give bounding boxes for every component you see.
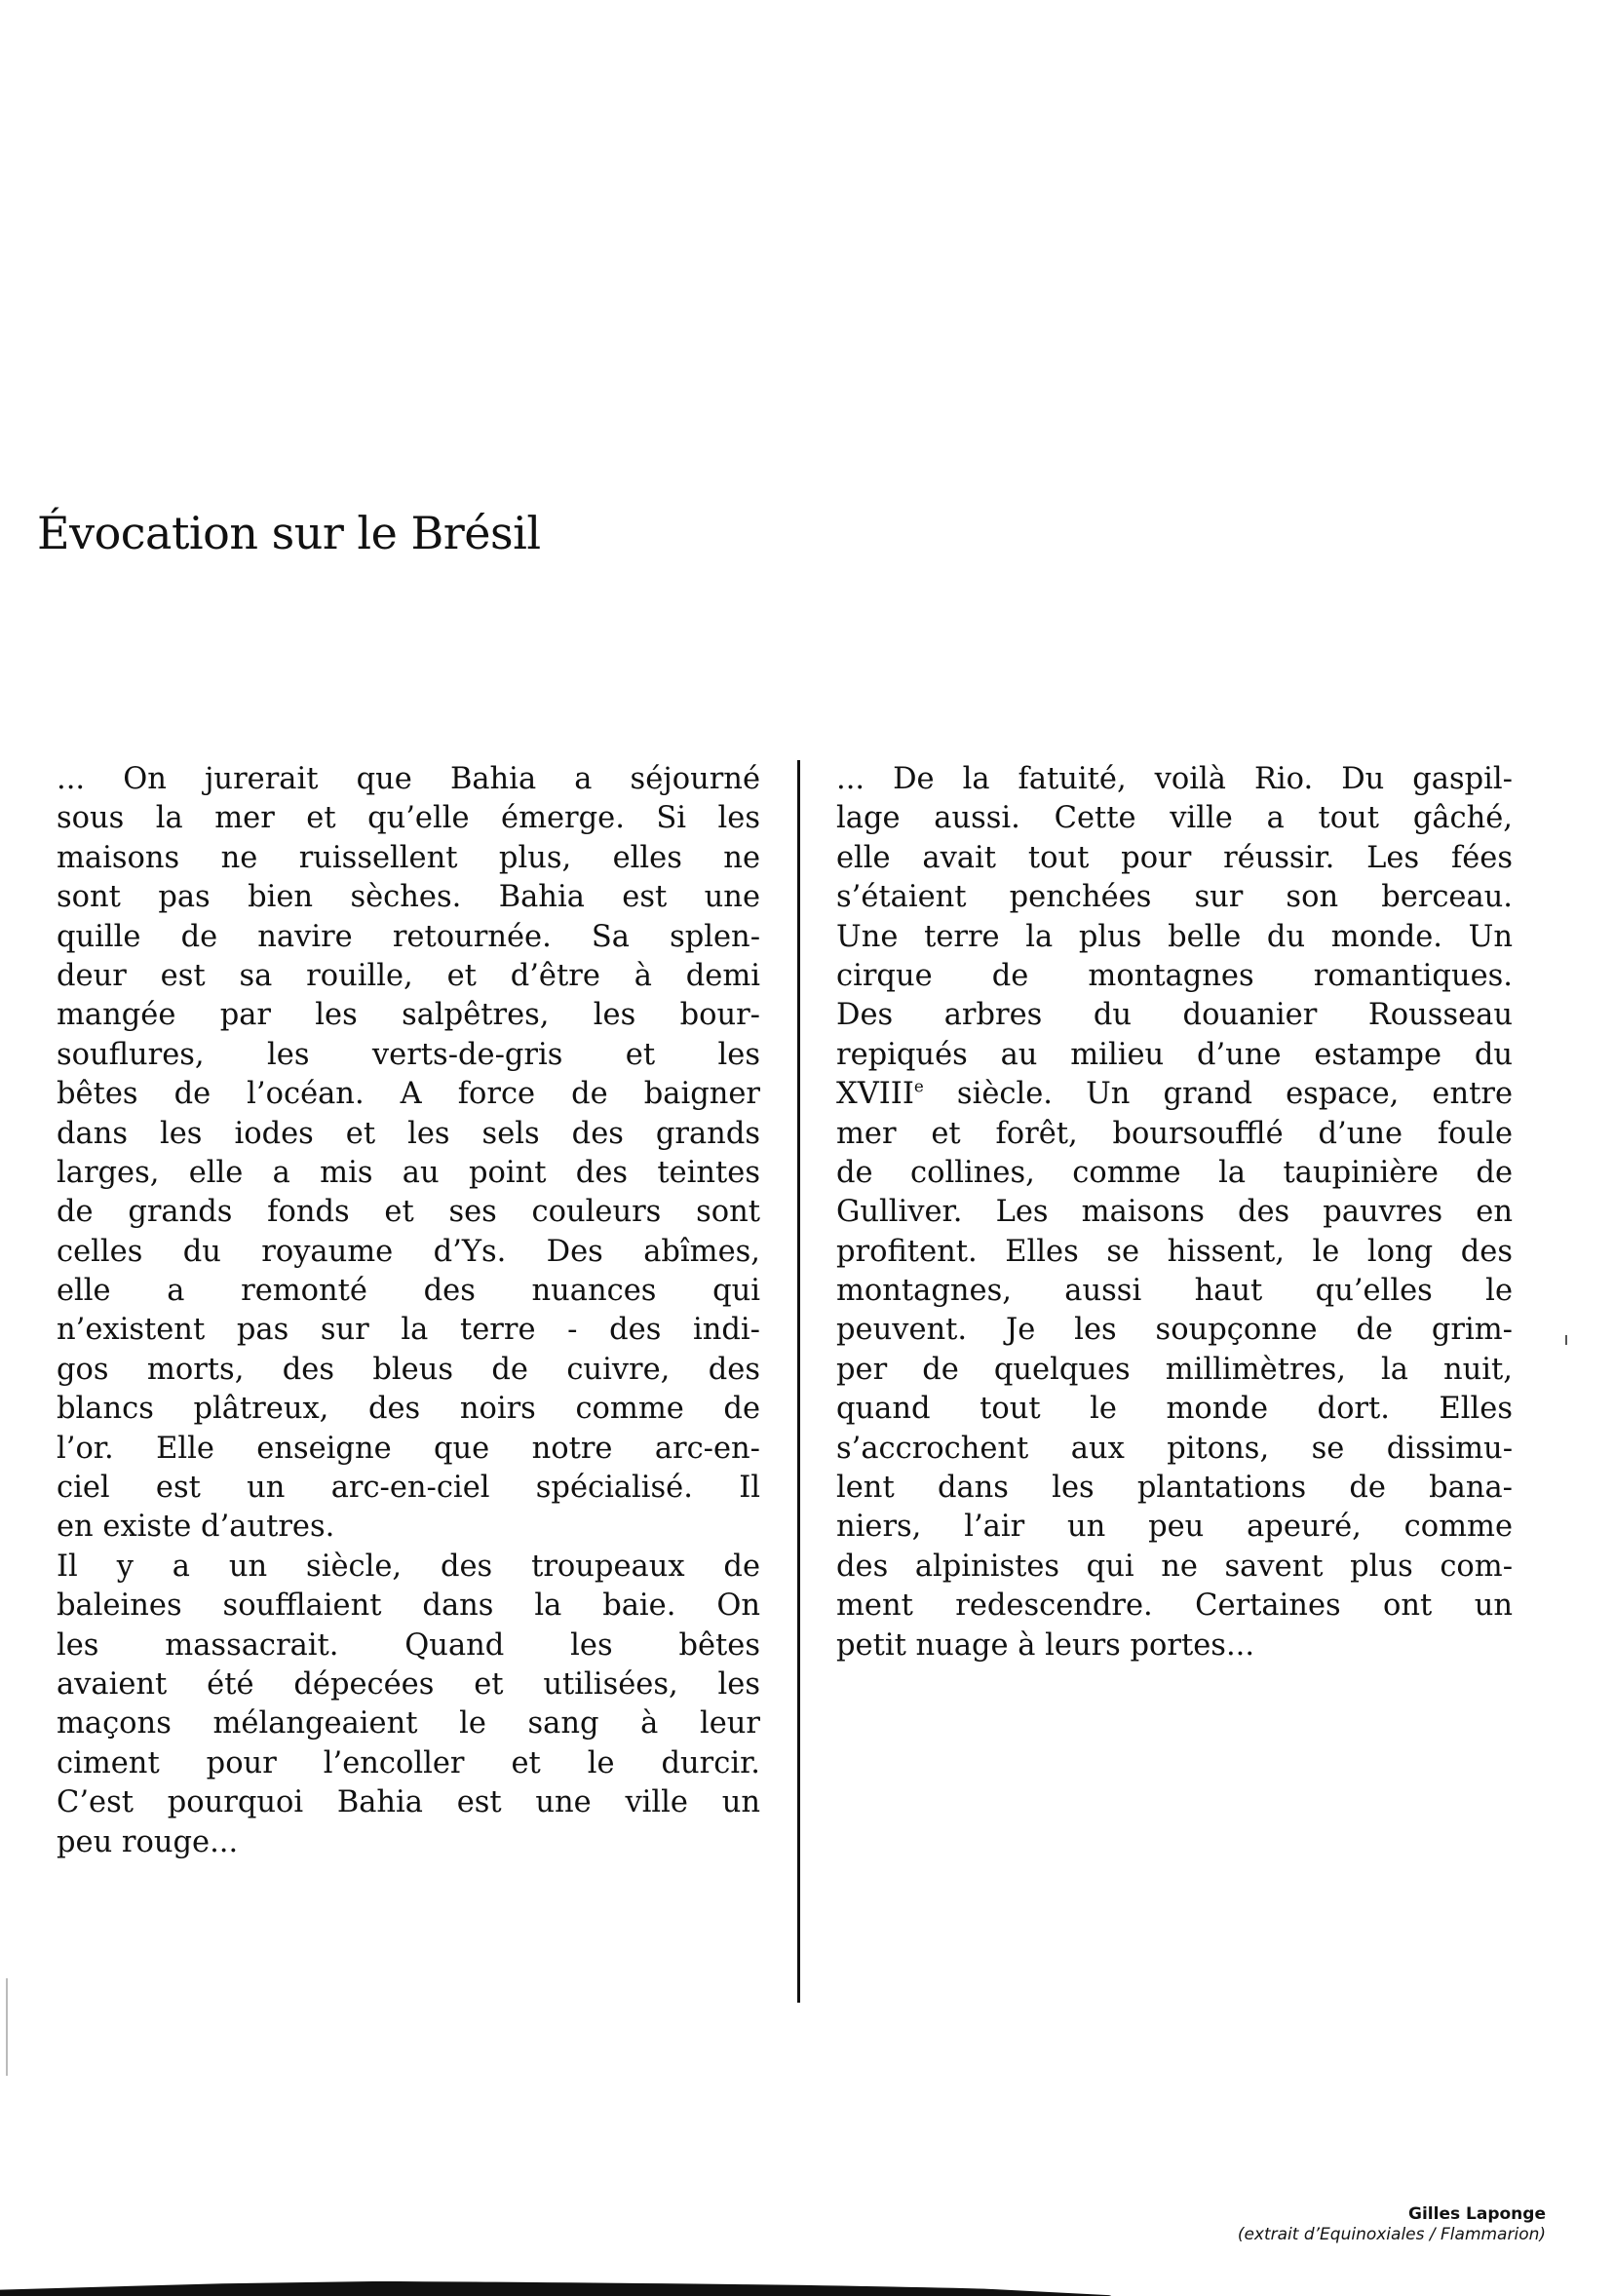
text-line: sont pas bien sèches. Bahia est une	[57, 880, 760, 915]
text-line: maisons ne ruissellent plus, elles ne	[57, 840, 760, 875]
text-line: blancs plâtreux, des noirs comme de	[57, 1392, 760, 1427]
text-line: sous la mer et qu’elle émerge. Si les	[57, 801, 760, 836]
text-line: profitent. Elles se hissent, le long des	[836, 1234, 1513, 1269]
text-line: ... De la fatuité, voilà Rio. Du gaspil-	[836, 762, 1513, 796]
text-line: s’étaient penchées sur son berceau.	[836, 880, 1513, 915]
century-roman: XVIII	[836, 1077, 914, 1112]
text-line: mangée par les salpêtres, les bour-	[57, 998, 760, 1033]
text-line: petit nuage à leurs portes...	[836, 1627, 1255, 1663]
text-line: repiqués au milieu d’une estampe du	[836, 1037, 1513, 1072]
text-line: ... On jurerait que Bahia a séjourné	[57, 762, 760, 796]
text-line: larges, elle a mis au point des teintes	[57, 1155, 760, 1190]
text-line: les massacrait. Quand les bêtes	[57, 1627, 760, 1663]
text-line: elle a remonté des nuances qui	[57, 1274, 760, 1309]
text-line: avaient été dépecées et utilisées, les	[57, 1666, 760, 1702]
text-line: dans les iodes et les sels des grands	[57, 1116, 760, 1151]
text-line: lage aussi. Cette ville a tout gâché,	[836, 801, 1513, 836]
text-line: maçons mélangeaient le sang à leur	[57, 1706, 760, 1741]
text-line: ment redescendre. Certaines ont un	[836, 1588, 1513, 1624]
text-line: n’existent pas sur la terre - des indi-	[57, 1313, 760, 1348]
text-line: peuvent. Je les soupçonne de grim-	[836, 1313, 1513, 1348]
text-line: de grands fonds et ses couleurs sont	[57, 1195, 760, 1230]
column-divider	[797, 760, 800, 2003]
text-line: peu rouge...	[57, 1824, 239, 1859]
bottom-rule	[0, 2280, 1111, 2296]
text-line: quand tout le monde dort. Elles	[836, 1392, 1513, 1427]
scan-margin-mark	[1565, 1335, 1567, 1345]
right-column-text	[836, 760, 1513, 1665]
text-line-with-century	[836, 1075, 1513, 1114]
text-line: niers, l’air un peu apeuré, comme	[836, 1510, 1513, 1545]
page-title: Évocation sur le Brésil	[37, 507, 541, 559]
text-line: deur est sa rouille, et d’être à demi	[57, 958, 760, 993]
text-line: l’or. Elle enseigne que notre arc-en-	[57, 1431, 760, 1466]
text-line: de collines, comme la taupinière de	[836, 1155, 1513, 1190]
century-superscript: e	[913, 1076, 924, 1096]
text-line: baleines soufflaient dans la baie. On	[57, 1588, 760, 1624]
text-line: Gulliver. Les maisons des pauvres en	[836, 1195, 1513, 1230]
scan-margin-mark	[6, 1978, 8, 2076]
text-line: gos morts, des bleus de cuivre, des	[57, 1352, 760, 1387]
text-line: souflures, les verts-de-gris et les	[57, 1037, 760, 1072]
text-line: celles du royaume d’Ys. Des abîmes,	[57, 1234, 760, 1269]
century-line-rest: siècle. Un grand espace, entre	[956, 1077, 1513, 1112]
author-name: Gilles Laponge	[1408, 2204, 1546, 2224]
text-line: elle avait tout pour réussir. Les fées	[836, 840, 1513, 875]
text-line: per de quelques millimètres, la nuit,	[836, 1352, 1513, 1387]
text-line: montagnes, aussi haut qu’elles le	[836, 1274, 1513, 1309]
text-line: C’est pourquoi Bahia est une ville un	[57, 1785, 760, 1820]
text-line: mer et forêt, boursoufflé d’une foule	[836, 1116, 1513, 1151]
text-line: ciment pour l’encoller et le durcir.	[57, 1745, 760, 1780]
left-column-text	[57, 760, 760, 1862]
text-line: Il y a un siècle, des troupeaux de	[57, 1549, 760, 1584]
text-line: des alpinistes qui ne savent plus com-	[836, 1549, 1513, 1584]
text-line: ciel est un arc-en-ciel spécialisé. Il	[57, 1471, 760, 1506]
text-line: cirque de montagnes romantiques.	[836, 958, 1513, 993]
text-line: lent dans les plantations de bana-	[836, 1471, 1513, 1506]
text-line: Des arbres du douanier Rousseau	[836, 998, 1513, 1033]
attribution	[1238, 2204, 1546, 2245]
text-line: bêtes de l’océan. A force de baigner	[57, 1077, 760, 1112]
text-line: s’accrochent aux pitons, se dissimu-	[836, 1431, 1513, 1466]
text-line: en existe d’autres.	[57, 1510, 335, 1545]
text-line: Une terre la plus belle du monde. Un	[836, 919, 1513, 954]
source-citation: (extrait d’Equinoxiales / Flammarion)	[1237, 2225, 1546, 2244]
text-line: quille de navire retournée. Sa splen-	[57, 919, 760, 954]
